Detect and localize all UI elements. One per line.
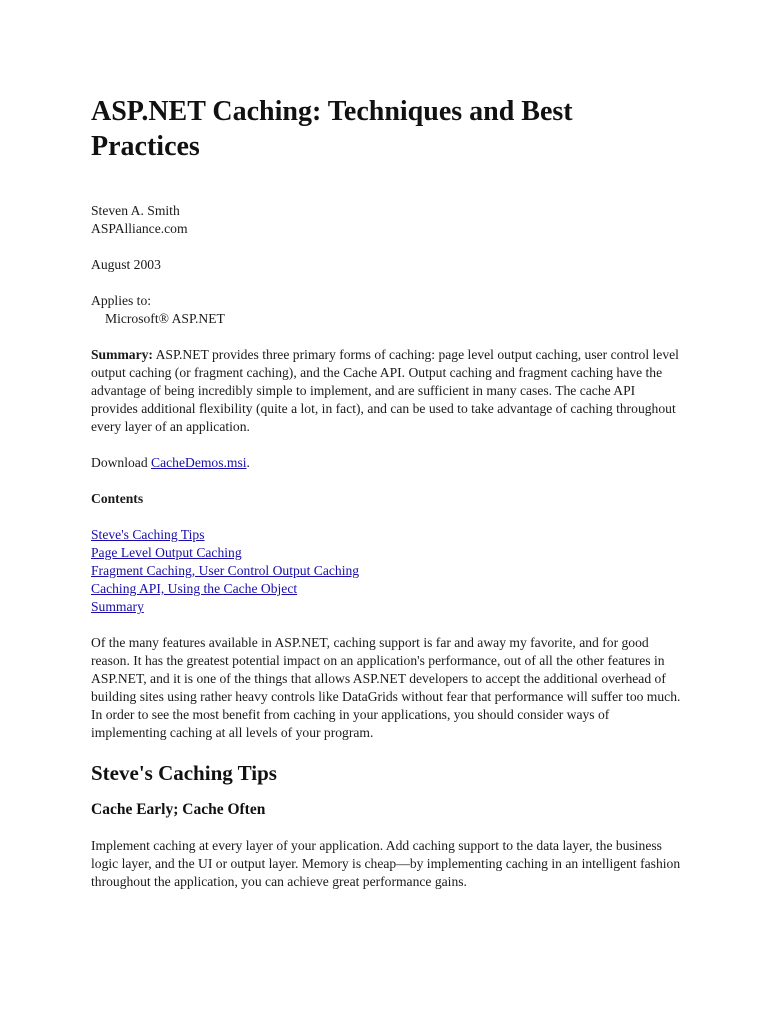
download-prefix: Download xyxy=(91,455,152,470)
author-block xyxy=(91,202,691,238)
download-link[interactable]: CacheDemos.msi xyxy=(151,455,247,470)
summary-paragraph xyxy=(91,346,683,436)
summary-label: Summary: xyxy=(91,347,153,362)
download-line xyxy=(91,454,691,472)
toc-link-cache-api[interactable]: Caching API, Using the Cache Object xyxy=(91,581,298,596)
subsection-heading-cache-early: Cache Early; Cache Often xyxy=(91,801,266,818)
toc-link-fragment-caching[interactable]: Fragment Caching, User Control Output Caching xyxy=(91,563,360,578)
intro-paragraph: Of the many features available in ASP.NET, caching support is far and away my favorite, and for good reason. It has the greatest potential impact on an application's performance, out of all the other features in ASP.NET, and it is one of the things that allows ASP.NET developers to accept the additional overhead of building sites using rather heavy controls like DataGrids without fear that performance will suffer too much. In order to see the most benefit from caching in your applications, you should consider ways of implementing caching at all levels of your program. xyxy=(91,635,681,740)
applies-to-block xyxy=(91,292,691,328)
toc-link-page-output-caching[interactable]: Page Level Output Caching xyxy=(91,545,242,560)
document-title: ASP.NET Caching: Techniques and Best Practices xyxy=(91,96,573,162)
applies-to-product: Microsoft® ASP.NET xyxy=(105,311,225,326)
summary-text: ASP.NET provides three primary forms of caching: page level output caching, user control level output caching (or fragment caching), and the Cache API. Output caching and fragment caching have the advantage of being incredibly simple to implement, and are sufficient in many cases. The cache API provides additional flexibility (quite a lot, in fact), and can be used to take advantage of caching throughout every layer of an application. xyxy=(91,347,679,434)
table-of-contents xyxy=(91,526,691,616)
applies-to-label: Applies to: xyxy=(91,293,152,308)
section-heading-caching-tips: Steve's Caching Tips xyxy=(91,761,277,785)
toc-link-summary[interactable]: Summary xyxy=(91,599,144,614)
author-name: Steven A. Smith xyxy=(91,203,180,218)
cache-early-paragraph: Implement caching at every layer of your application. Add caching support to the data layer, the business logic layer, and the UI or output layer. Memory is cheap—by implementing caching in an intelligent fashion throughout the application, you can achieve great performance gains. xyxy=(91,838,681,889)
author-site: ASPAlliance.com xyxy=(91,221,188,236)
publication-date: August 2003 xyxy=(91,257,161,272)
document-page xyxy=(91,94,691,891)
contents-heading: Contents xyxy=(91,491,144,506)
download-suffix: . xyxy=(246,455,250,470)
toc-link-caching-tips[interactable]: Steve's Caching Tips xyxy=(91,527,205,542)
